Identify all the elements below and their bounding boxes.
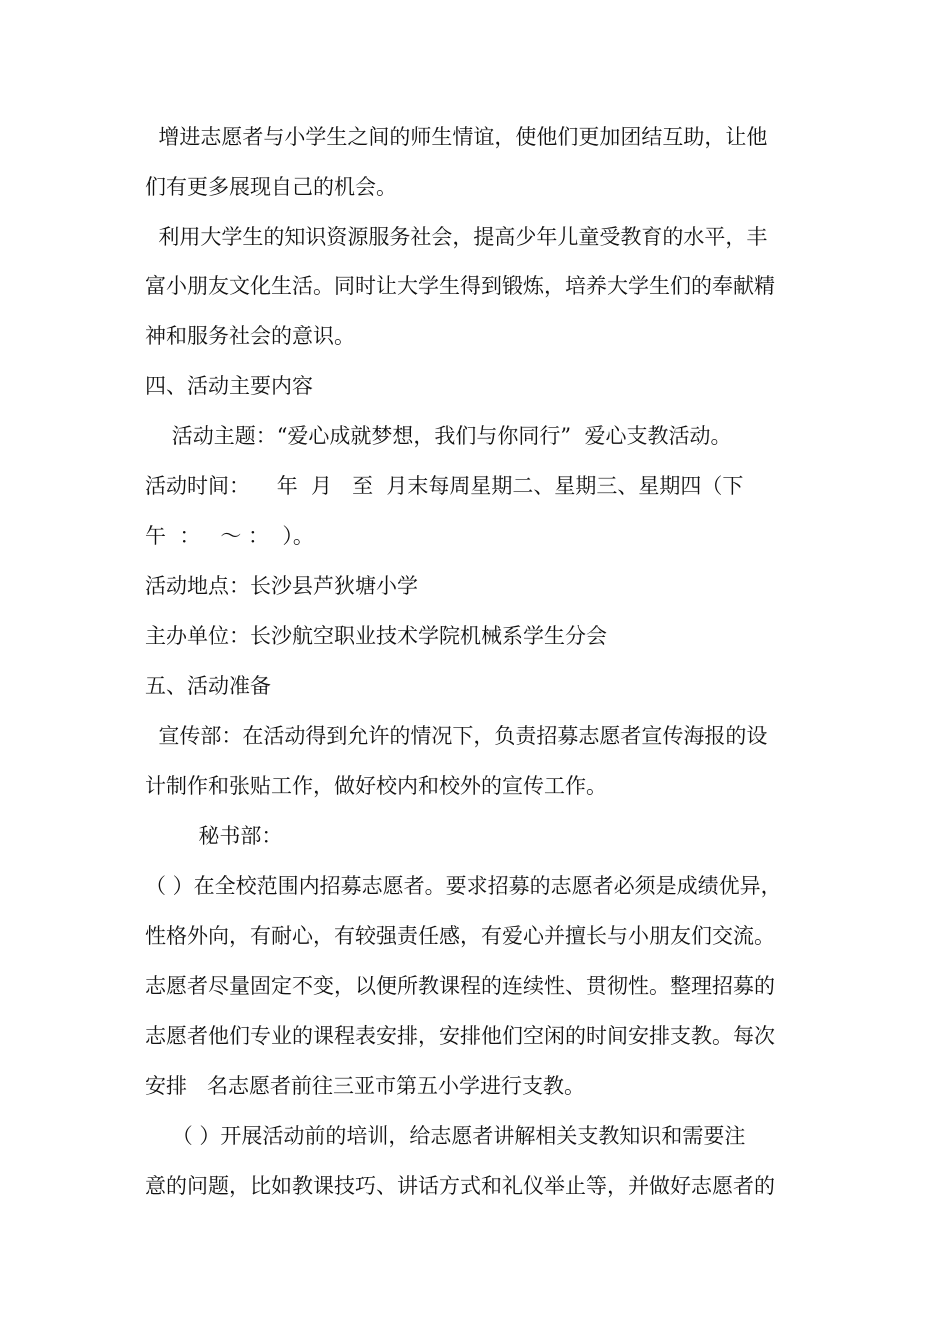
activity-theme-line: 活动主题：“爱心成就梦想，我们与你同行” 爱心支教活动。 [145,424,732,448]
paragraph-line: （ ）在全校范围内招募志愿者。要求招募的志愿者必须是成绩优异， [145,874,782,898]
paragraph-line: 志愿者尽量固定不变，以便所教课程的连续性、贯彻性。整理招募的 [145,974,775,998]
paragraph-line: 神和服务社会的意识。 [145,324,355,348]
section-heading: 五、活动准备 [145,674,271,698]
paragraph-line: 计制作和张贴工作，做好校内和校外的宣传工作。 [145,774,607,798]
paragraph-line: 性格外向，有耐心，有较强责任感，有爱心并擅长与小朋友们交流。 [145,924,775,948]
paragraph-line: 富小朋友文化生活。同时让大学生得到锻炼，培养大学生们的奉献精 [145,274,775,298]
paragraph-line: 增进志愿者与小学生之间的师生情谊，使他们更加团结互助，让他 [145,125,768,149]
organizer-line: 主办单位：长沙航空职业技术学院机械系学生分会 [145,624,607,648]
paragraph-line: 志愿者他们专业的课程表安排，安排他们空闲的时间安排支教。每次 [145,1024,775,1048]
sub-heading: 秘书部： [145,824,283,848]
paragraph-line: 意的问题，比如教课技巧、讲话方式和礼仪举止等，并做好志愿者的 [145,1174,775,1198]
paragraph-line: （ ）开展活动前的培训，给志愿者讲解相关支教知识和需要注 [145,1124,746,1148]
section-heading: 四、活动主要内容 [145,374,313,398]
activity-time-line: 午 ： ～ ： ）。 [145,524,314,548]
activity-location-line: 活动地点：长沙县芦狄塘小学 [145,574,418,598]
paragraph-line: 们有更多展现自己的机会。 [145,175,397,199]
activity-time-line: 活动时间： 年 月 至 月末每周星期二、星期三、星期四（下 [145,474,744,498]
paragraph-line: 利用大学生的知识资源服务社会，提高少年儿童受教育的水平，丰 [145,225,768,249]
paragraph-line: 宣传部：在活动得到允许的情况下，负责招募志愿者宣传海报的设 [145,724,768,748]
paragraph-line: 安排 名志愿者前往三亚市第五小学进行支教。 [145,1074,586,1098]
